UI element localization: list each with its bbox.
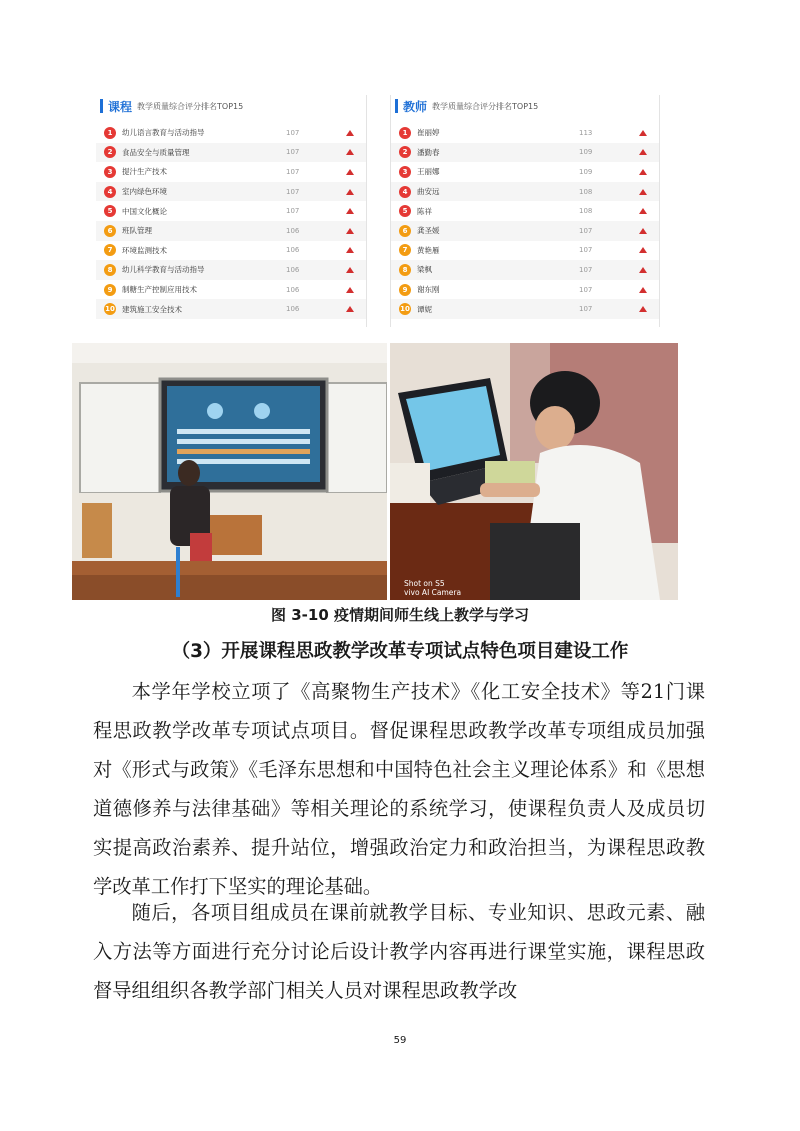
ranking-score: 108: [579, 207, 593, 216]
ranking-row: [391, 123, 659, 143]
rank-number-badge: 6: [104, 225, 116, 237]
trend-up-icon: [346, 169, 354, 175]
ranking-score: 107: [286, 167, 300, 176]
ranking-row: [96, 241, 366, 261]
trend-up-icon: [639, 247, 647, 253]
ranking-score: 107: [579, 305, 593, 314]
ranking-name: 幼儿科学教育与活动指导: [122, 265, 205, 275]
ranking-name: 黄艳雁: [417, 245, 440, 255]
teacher-ranking-panel: [390, 95, 660, 327]
course-ranking-list: [96, 123, 366, 319]
rank-number-badge: 9: [399, 284, 411, 296]
course-panel-header: [96, 95, 366, 117]
accent-bar: [100, 99, 103, 113]
ranking-score: 106: [286, 285, 300, 294]
ranking-row: [391, 280, 659, 300]
ranking-row: [391, 260, 659, 280]
trend-up-icon: [346, 149, 354, 155]
watermark-line-2: vivo AI Camera: [404, 588, 462, 597]
ranking-score: 107: [286, 207, 300, 216]
ranking-row: [96, 299, 366, 319]
ranking-row: [96, 182, 366, 202]
rank-number-badge: 5: [104, 205, 116, 217]
course-panel-subtitle: 教学质量综合评分排名TOP15: [137, 101, 244, 111]
ranking-score: 108: [579, 187, 593, 196]
ranking-name: 王丽娜: [417, 167, 440, 177]
ranking-name: 食品安全与质量管理: [122, 147, 190, 157]
classroom-illustration: [72, 343, 387, 600]
ranking-name: 环境监测技术: [122, 245, 167, 255]
ranking-name: 中国文化概论: [122, 206, 167, 216]
ranking-row: [96, 221, 366, 241]
trend-up-icon: [639, 149, 647, 155]
teacher-ranking-list: [391, 123, 659, 319]
ranking-name: 幼儿语言教育与活动指导: [122, 128, 205, 138]
ranking-name: 建筑施工安全技术: [122, 304, 182, 314]
rank-number-badge: 3: [399, 166, 411, 178]
trend-up-icon: [346, 130, 354, 136]
ranking-name: 制糖生产控制应用技术: [122, 285, 197, 295]
trend-up-icon: [639, 169, 647, 175]
trend-up-icon: [346, 247, 354, 253]
ranking-score: 106: [286, 226, 300, 235]
classroom-teaching-photo: [72, 343, 387, 600]
ranking-name: 陈祥: [417, 206, 432, 216]
trend-up-icon: [639, 267, 647, 273]
trend-up-icon: [346, 208, 354, 214]
rank-number-badge: 10: [105, 305, 115, 314]
ranking-score: 106: [286, 305, 300, 314]
ranking-score: 107: [579, 246, 593, 255]
ranking-score: 107: [579, 285, 593, 294]
rank-number-badge: 1: [399, 127, 411, 139]
ranking-name: 室内绿色环境: [122, 187, 167, 197]
ranking-score: 107: [579, 226, 593, 235]
ranking-name: 曲安远: [417, 187, 440, 197]
trend-up-icon: [346, 189, 354, 195]
ranking-score: 107: [579, 265, 593, 274]
rank-number-badge: 8: [104, 264, 116, 276]
ranking-name: 崔丽婷: [417, 128, 440, 138]
trend-up-icon: [346, 228, 354, 234]
trend-up-icon: [639, 287, 647, 293]
ranking-row: [391, 241, 659, 261]
course-category-label: 课程: [108, 99, 133, 114]
ranking-row: [96, 162, 366, 182]
ranking-score: 106: [286, 246, 300, 255]
ranking-score: 106: [286, 265, 300, 274]
rank-number-badge: 9: [104, 284, 116, 296]
ranking-row: [96, 143, 366, 163]
ranking-row: [391, 299, 659, 319]
ranking-row: [96, 260, 366, 280]
ranking-row: [391, 182, 659, 202]
rank-number-badge: 5: [399, 205, 411, 217]
rank-number-badge: 8: [399, 264, 411, 276]
ranking-name: 梁枫: [417, 265, 432, 275]
ranking-score: 113: [579, 128, 593, 137]
course-ranking-panel: [96, 95, 367, 327]
rank-number-badge: 2: [399, 146, 411, 158]
rank-number-badge: 10: [400, 305, 410, 314]
ranking-row: [96, 123, 366, 143]
ranking-score: 107: [286, 148, 300, 157]
watermark-line-1: Shot on S5: [404, 579, 445, 588]
ranking-score: 107: [286, 128, 300, 137]
figure-caption: 图 3-10 疫情期间师生线上教学与学习: [271, 606, 529, 624]
teacher-category-label: 教师: [403, 99, 428, 114]
trend-up-icon: [639, 208, 647, 214]
rank-number-badge: 7: [399, 244, 411, 256]
student-illustration: [390, 343, 678, 600]
trend-up-icon: [639, 130, 647, 136]
rank-number-badge: 4: [399, 186, 411, 198]
trend-up-icon: [639, 228, 647, 234]
body-paragraph-2: 随后，各项目组成员在课前就教学目标、专业知识、思政元素、融入方法等方面进行充分讨论后设计教学内容再进行课堂实施，课程思政督导组组织各教学部门相关人员对课程思政教学改: [93, 901, 705, 1002]
trend-up-icon: [346, 267, 354, 273]
ranking-row: [391, 162, 659, 182]
ranking-row: [96, 280, 366, 300]
ranking-row: [391, 221, 659, 241]
section-heading: （3）开展课程思政教学改革专项试点特色项目建设工作: [171, 641, 629, 662]
accent-bar: [395, 99, 398, 113]
rank-number-badge: 4: [104, 186, 116, 198]
ranking-score: 107: [286, 187, 300, 196]
page-number: 59: [393, 1035, 407, 1046]
rank-number-badge: 1: [104, 127, 116, 139]
rank-number-badge: 7: [104, 244, 116, 256]
ranking-row: [391, 143, 659, 163]
ranking-name: 潘勤春: [417, 147, 440, 157]
trend-up-icon: [346, 287, 354, 293]
trend-up-icon: [346, 306, 354, 312]
ranking-name: 谭妮: [417, 304, 432, 314]
rank-number-badge: 2: [104, 146, 116, 158]
teacher-panel-header: [391, 95, 659, 117]
student-learning-photo: [390, 343, 678, 600]
ranking-row: [96, 201, 366, 221]
rank-number-badge: 6: [399, 225, 411, 237]
body-paragraph-1: 本学年学校立项了《高聚物生产技术》《化工安全技术》等21门课程思政教学改革专项试点项目。督促课程思政教学改革专项组成员加强对《形式与政策》《毛泽东思想和中国特色社会主义理论体系》和《思想道德修养与法律基础》等相关理论的系统学习，使课程负责人及成员切实提高政治素养、提升站位，增强政治定力和政治担当，为课程思政教学改革工作打下坚实的理论基础。: [93, 680, 705, 898]
ranking-row: [391, 201, 659, 221]
camera-watermark: [404, 579, 461, 597]
trend-up-icon: [639, 306, 647, 312]
ranking-name: 提汁生产技术: [122, 167, 167, 177]
ranking-name: 班队管理: [122, 226, 152, 236]
ranking-name: 龚圣媛: [417, 226, 440, 236]
ranking-score: 109: [579, 148, 593, 157]
ranking-score: 109: [579, 167, 593, 176]
trend-up-icon: [639, 189, 647, 195]
teacher-panel-subtitle: 教学质量综合评分排名TOP15: [432, 101, 539, 111]
rank-number-badge: 3: [104, 166, 116, 178]
ranking-name: 谢东刚: [417, 285, 440, 295]
